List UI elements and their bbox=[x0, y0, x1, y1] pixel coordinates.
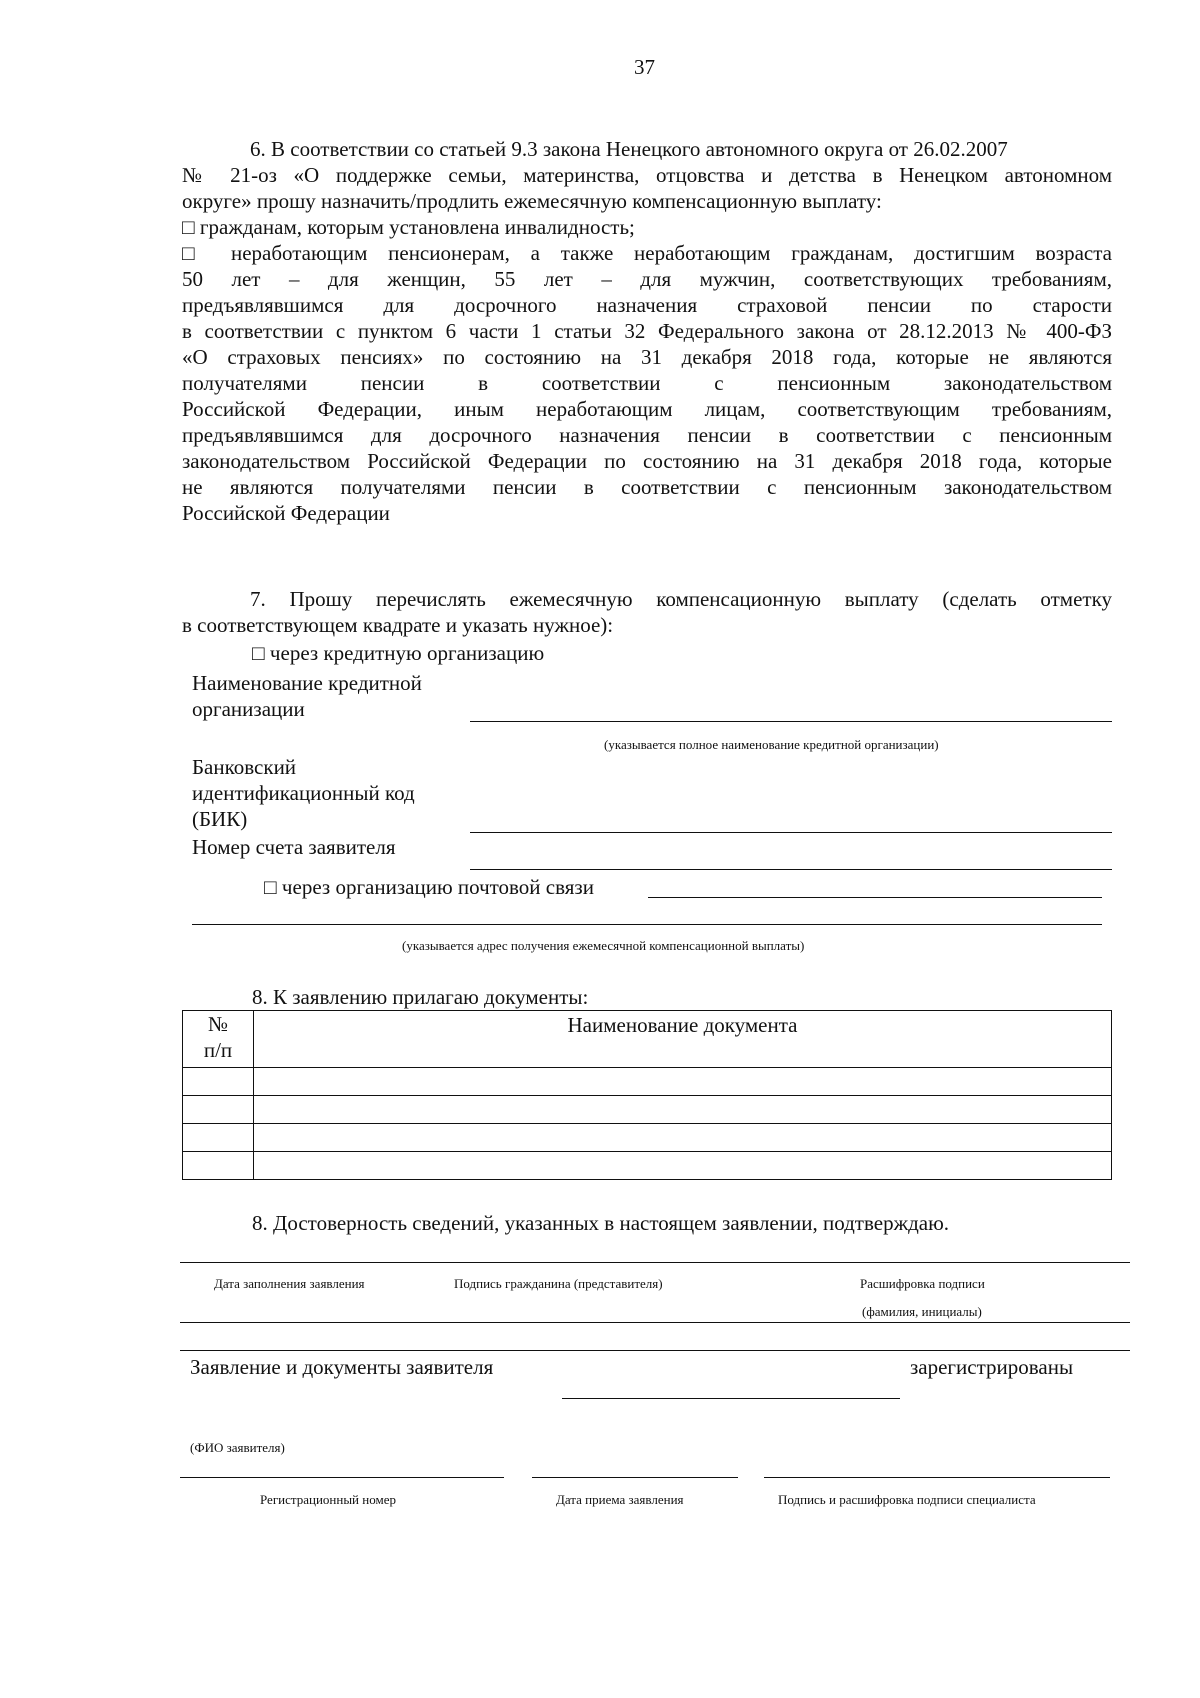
reg-number-field[interactable] bbox=[180, 1477, 504, 1478]
registration-right-text: зарегистрированы bbox=[910, 1355, 1074, 1379]
page-number: 37 bbox=[634, 55, 655, 79]
section-7-line-2: в соответствующем квадрате и указать нужное): bbox=[182, 613, 614, 637]
registration-left-text: Заявление и документы заявителя bbox=[190, 1355, 494, 1379]
row-number-cell[interactable] bbox=[183, 1096, 254, 1124]
bik-label: Банковский bbox=[192, 755, 297, 779]
registration-line-top bbox=[180, 1350, 1130, 1351]
credit-name-label-2: организации bbox=[192, 697, 305, 721]
section-7-line-1: 7. Прошу перечислять ежемесячную компенсационную выплату (сделать отметку bbox=[250, 587, 1112, 611]
signature-decoding-label: Расшифровка подписи bbox=[860, 1276, 985, 1291]
paragraph-line: Российской Федерации bbox=[182, 501, 390, 525]
option-credit-organization[interactable]: □ через кредитную организацию bbox=[252, 641, 545, 665]
signature-line-bottom bbox=[180, 1322, 1130, 1323]
paragraph-line: Российской Федерации, иным неработающим лицам, соответствующим требованиям, bbox=[182, 397, 1112, 421]
account-field[interactable] bbox=[470, 869, 1112, 870]
row-name-cell[interactable] bbox=[254, 1124, 1112, 1152]
row-name-cell[interactable] bbox=[254, 1152, 1112, 1180]
row-number-cell[interactable] bbox=[183, 1152, 254, 1180]
bik-label-2: идентификационный код bbox=[192, 781, 415, 805]
paragraph-line: округе» прошу назначить/продлить ежемесячную компенсационную выплату: bbox=[182, 189, 882, 213]
account-label: Номер счета заявителя bbox=[192, 835, 396, 859]
table-row[interactable] bbox=[183, 1068, 1112, 1096]
paragraph-line: 6. В соответствии со статьей 9.3 закона Ненецкого автономного округа от 26.02.2007 bbox=[250, 137, 1008, 161]
post-address-hint: (указывается адрес получения ежемесячной компенсационной выплаты) bbox=[402, 938, 805, 953]
bik-field[interactable] bbox=[470, 832, 1112, 833]
paragraph-line: предъявлявшимся для досрочного назначения страховой пенсии по старости bbox=[182, 293, 1112, 317]
paragraph-line: № 21-оз «О поддержке семьи, материнства, отцовства и детства в Ненецком автономном bbox=[182, 163, 1112, 187]
row-number-cell[interactable] bbox=[183, 1068, 254, 1096]
row-number-cell[interactable] bbox=[183, 1124, 254, 1152]
table-row[interactable] bbox=[183, 1152, 1112, 1180]
table-row[interactable] bbox=[183, 1124, 1112, 1152]
citizen-signature-label: Подпись гражданина (представителя) bbox=[454, 1276, 663, 1291]
row-name-cell[interactable] bbox=[254, 1096, 1112, 1124]
row-name-cell[interactable] bbox=[254, 1068, 1112, 1096]
signature-line-top bbox=[180, 1262, 1130, 1263]
documents-table bbox=[182, 1010, 1112, 1180]
signature-decoding-label-2: (фамилия, инициалы) bbox=[862, 1304, 982, 1319]
confirmation-text: 8. Достоверность сведений, указанных в настоящем заявлении, подтверждаю. bbox=[252, 1211, 950, 1235]
header-number: № п/п bbox=[183, 1011, 254, 1068]
table-row[interactable] bbox=[183, 1096, 1112, 1124]
specialist-signature-label: Подпись и расшифровка подписи специалиста bbox=[778, 1492, 1036, 1507]
paragraph-line: предъявлявшимся для досрочного назначения пенсии в соответствии с пенсионным bbox=[182, 423, 1112, 447]
specialist-signature-field[interactable] bbox=[764, 1477, 1110, 1478]
paragraph-line: законодательством Российской Федерации по состоянию на 31 декабря 2018 года, которые bbox=[182, 449, 1112, 473]
paragraph-line: получателями пенсии в соответствии с пенсионным законодательством bbox=[182, 371, 1112, 395]
checkbox-option-pensioners[interactable]: □ неработающим пенсионерам, а также неработающим гражданам, достигшим возраста bbox=[182, 241, 1112, 265]
paragraph-line: в соответствии с пунктом 6 части 1 статьи 32 Федерального закона от 28.12.2013 № 400-ФЗ bbox=[182, 319, 1112, 343]
checkbox-option-disability[interactable]: □ гражданам, которым установлена инвалидность; bbox=[182, 215, 635, 239]
applicant-name-field[interactable] bbox=[562, 1398, 900, 1399]
header-document-name: Наименование документа bbox=[254, 1011, 1112, 1068]
receipt-date-label: Дата приема заявления bbox=[556, 1492, 684, 1507]
reg-number-label: Регистрационный номер bbox=[260, 1492, 396, 1507]
post-address-field[interactable] bbox=[648, 897, 1102, 898]
section-6 bbox=[182, 136, 1112, 526]
fill-date-label: Дата заполнения заявления bbox=[214, 1276, 365, 1291]
paragraph-line: не являются получателями пенсии в соответствии с пенсионным законодательством bbox=[182, 475, 1112, 499]
credit-name-field[interactable] bbox=[470, 721, 1112, 722]
section-8-title: 8. К заявлению прилагаю документы: bbox=[252, 985, 589, 1009]
applicant-fio-label: (ФИО заявителя) bbox=[190, 1440, 285, 1455]
option-post-organization[interactable]: □ через организацию почтовой связи bbox=[264, 875, 594, 899]
post-address-field-2[interactable] bbox=[192, 924, 1102, 925]
credit-name-label: Наименование кредитной bbox=[192, 671, 422, 695]
credit-name-hint: (указывается полное наименование кредитной организации) bbox=[604, 737, 939, 752]
receipt-date-field[interactable] bbox=[532, 1477, 738, 1478]
bik-label-3: (БИК) bbox=[192, 807, 248, 831]
paragraph-line: 50 лет – для женщин, 55 лет – для мужчин, соответствующих требованиям, bbox=[182, 267, 1112, 291]
paragraph-line: «О страховых пенсиях» по состоянию на 31 декабря 2018 года, которые не являются bbox=[182, 345, 1112, 369]
